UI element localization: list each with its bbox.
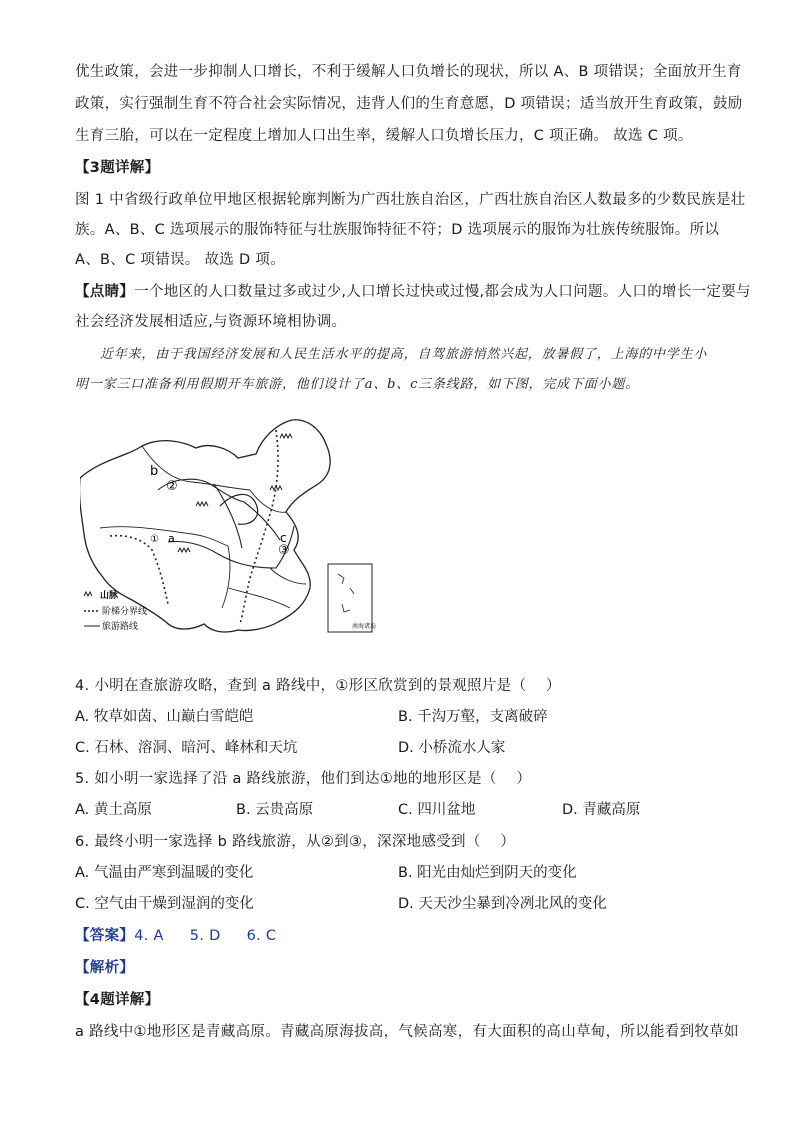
answer-5: 5. D bbox=[189, 928, 221, 944]
paragraph-line: 图 1 中省级行政单位甲地区根据轮廓判断为广西壮族自治区，广西壮族自治区人数最多的少数民族是壮 bbox=[75, 192, 746, 208]
q5-option-c: C. 四川盆地 bbox=[398, 802, 476, 818]
dianjing-tag: 【点睛】 bbox=[75, 284, 135, 300]
travel-routes bbox=[158, 479, 294, 568]
q4-option-d: D. 小桥流水人家 bbox=[398, 740, 506, 756]
q6-option-b: B. 阳光由灿烂到阴天的变化 bbox=[398, 865, 577, 881]
intro-line: 近年来，由于我国经济发展和人民生活水平的提高，自驾旅游悄然兴起，放暑假了，上海的中学生小 bbox=[100, 347, 708, 362]
q5-option-b: B. 云贵高原 bbox=[236, 802, 314, 818]
inset-label: 南海诸岛 bbox=[352, 623, 377, 630]
dianjing-text: 一个地区的人口数量过多或过少,人口增长过快或过慢,都会成为人口问题。人口的增长一定要与 bbox=[134, 284, 751, 300]
north-river-bend bbox=[220, 494, 258, 524]
site-2-label: ② bbox=[166, 479, 178, 494]
jiexi-heading: 【解析】 bbox=[75, 960, 135, 976]
section-heading: 【4题详解】 bbox=[75, 992, 160, 1008]
legend-step-boundary: 阶梯分界线 bbox=[102, 607, 148, 617]
answer-4: 4. A bbox=[134, 928, 164, 944]
legend-mountain: 山脉 bbox=[100, 591, 119, 601]
q5-option-a: A. 黄土高原 bbox=[75, 802, 152, 818]
q4-option-a: A. 牧草如茵、山巅白雪皑皑 bbox=[75, 709, 254, 725]
paragraph-line: 族。A、B、C 选项展示的服饰特征与壮族服饰特征不符；D 选项展示的服饰为壮族传统服饰。所以 bbox=[75, 222, 720, 238]
paragraph-line: a 路线中①地形区是青藏高原。青藏高原海拔高，气候高寒，有大面积的高山草甸，所以能看到牧草如 bbox=[75, 1024, 739, 1040]
q4-option-c: C. 石林、溶洞、暗河、峰林和天坑 bbox=[75, 740, 298, 756]
intro-line: 明一家三口准备利用假期开车旅游，他们设计了a、b、c三条线路，如下图，完成下面小题。 bbox=[75, 377, 639, 392]
paragraph-line: 政策，实行强制生育不符合社会实际情况，违背人们的生育意愿，D 项错误；适当放开生育政策，鼓励 bbox=[75, 96, 743, 112]
site-1-label: ① bbox=[150, 534, 159, 545]
paragraph-line: A、B、C 项错误。 故选 D 项。 bbox=[75, 252, 285, 268]
dianjing-line bbox=[75, 282, 751, 302]
q4-option-b: B. 千沟万壑，支离破碎 bbox=[398, 709, 548, 725]
china-route-map bbox=[80, 418, 380, 640]
route-a-label: a bbox=[168, 532, 175, 545]
paragraph-line: 生育三胎，可以在一定程度上增加人口出生率，缓解人口负增长压力，C 项正确。 故选 C 项。 bbox=[75, 128, 693, 144]
q6-option-a: A. 气温由严寒到温暖的变化 bbox=[75, 865, 254, 881]
map-legend bbox=[84, 589, 147, 632]
legend-route: 旅游路线 bbox=[102, 622, 139, 632]
section-heading: 【3题详解】 bbox=[75, 160, 160, 176]
question-5-stem: 5. 如小明一家选择了沿 a 路线旅游，他们到达①地的地形区是（ ） bbox=[75, 771, 532, 787]
question-4-stem: 4. 小明在查旅游攻略，查到 a 路线中，①形区欣赏到的景观照片是（ ） bbox=[75, 678, 561, 694]
answer-line bbox=[75, 926, 276, 946]
q5-option-d: D. 青藏高原 bbox=[562, 802, 641, 818]
q6-option-d: D. 天天沙尘暴到冷冽北风的变化 bbox=[398, 896, 607, 912]
answer-6: 6. C bbox=[246, 928, 277, 944]
site-3-label: ③ bbox=[278, 543, 290, 558]
route-b-label: b bbox=[150, 464, 159, 479]
paragraph-line: 优生政策，会进一步抑制人口增长，不利于缓解人口负增长的现状，所以 A、B 项错误；全面放开生育 bbox=[75, 64, 742, 80]
south-sea-inset bbox=[328, 564, 376, 632]
q6-option-c: C. 空气由干燥到湿润的变化 bbox=[75, 896, 254, 912]
paragraph-line: 社会经济发展相适应,与资源环境相协调。 bbox=[75, 314, 347, 330]
question-6-stem: 6. 最终小明一家选择 b 路线旅游，从②到③，深深地感受到（ ） bbox=[75, 834, 516, 850]
answer-tag: 【答案】 bbox=[75, 928, 135, 944]
route-c-label: c bbox=[280, 531, 287, 545]
